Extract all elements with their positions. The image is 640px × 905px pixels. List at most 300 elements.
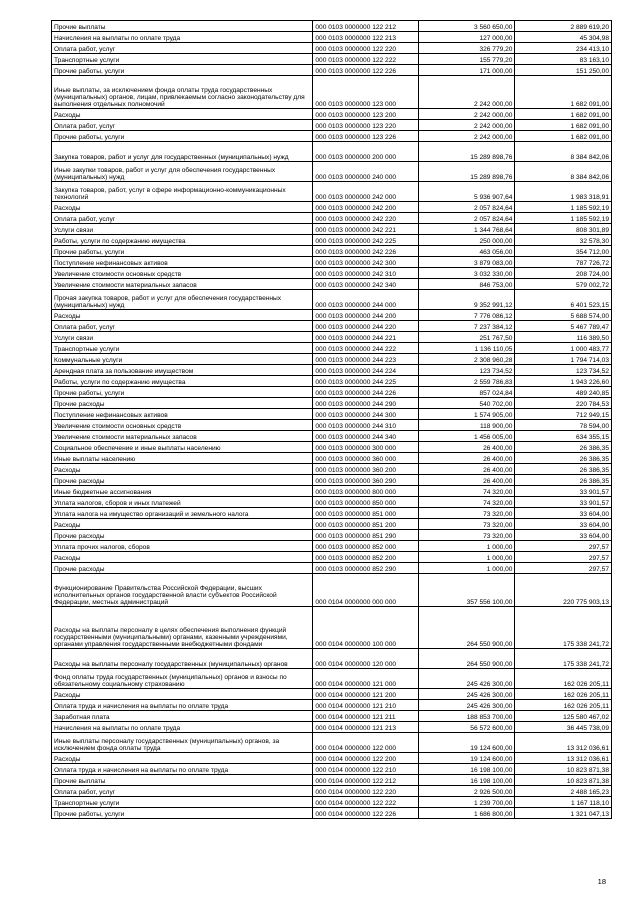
table-row	[52, 574, 612, 607]
row-approved: 127 000,00	[418, 32, 515, 43]
row-name: Фонд оплаты труда государственных (муниципальных) органов и взносы по обязательному социальному страхованию	[52, 669, 313, 689]
row-name: Расходы	[52, 202, 313, 213]
row-approved: 2 242 000,00	[418, 109, 515, 120]
row-approved: 2 242 000,00	[418, 76, 515, 109]
row-name: Коммунальные услуги	[52, 354, 313, 365]
row-executed: 36 445 738,09	[515, 722, 612, 733]
row-code: 000 0104 0000000 122 000	[313, 733, 419, 753]
row-name: Оплата труда и начисления на выплаты по оплате труда	[52, 700, 313, 711]
row-code: 000 0103 0000000 244 340	[313, 431, 419, 442]
row-approved: 7 237 384,12	[418, 321, 515, 332]
row-code: 000 0103 0000000 242 226	[313, 246, 419, 257]
row-code: 000 0103 0000000 244 300	[313, 409, 419, 420]
row-approved: 1 686 800,00	[418, 808, 515, 819]
table-row	[52, 764, 612, 775]
row-executed: 151 250,00	[515, 65, 612, 76]
row-executed: 1 794 714,03	[515, 354, 612, 365]
row-approved: 1 000,00	[418, 563, 515, 574]
table-row	[52, 131, 612, 142]
row-executed: 2 889 619,20	[515, 21, 612, 32]
row-approved: 2 308 960,28	[418, 354, 515, 365]
row-code: 000 0103 0000000 244 223	[313, 354, 419, 365]
row-code: 000 0104 0000000 122 212	[313, 775, 419, 786]
row-name: Социальное обеспечение и иные выплаты населению	[52, 442, 313, 453]
row-name: Закупка товаров, работ и услуг для государственных (муниципальных) нужд	[52, 142, 313, 162]
row-executed: 1 167 118,10	[515, 797, 612, 808]
table-row	[52, 290, 612, 310]
row-executed: 579 002,72	[515, 279, 612, 290]
row-code: 000 0103 0000000 851 200	[313, 519, 419, 530]
row-code: 000 0103 0000000 852 290	[313, 563, 419, 574]
row-approved: 540 702,00	[418, 398, 515, 409]
row-code: 000 0103 0000000 123 200	[313, 109, 419, 120]
row-executed: 33 901,57	[515, 486, 612, 497]
row-approved: 2 057 824,64	[418, 213, 515, 224]
row-name: Начисления на выплаты по оплате труда	[52, 32, 313, 43]
row-approved: 123 734,52	[418, 365, 515, 376]
row-approved: 188 853 700,00	[418, 711, 515, 722]
table-row	[52, 733, 612, 753]
row-name: Расходы на выплаты персоналу в целях обеспечения выполнения функций государственными (муниципальными) органами, казенными учреждениями, органами управления государственными внебюджетными фондами	[52, 607, 313, 649]
row-executed: 162 026 205,11	[515, 669, 612, 689]
table-row	[52, 387, 612, 398]
row-approved: 16 198 100,00	[418, 775, 515, 786]
row-executed: 162 026 205,11	[515, 700, 612, 711]
table-row	[52, 541, 612, 552]
row-approved: 1 000,00	[418, 552, 515, 563]
table-row	[52, 43, 612, 54]
row-name: Оплата работ, услуг	[52, 43, 313, 54]
table-row	[52, 109, 612, 120]
row-executed: 162 026 205,11	[515, 689, 612, 700]
table-row	[52, 202, 612, 213]
row-name: Транспортные услуги	[52, 797, 313, 808]
table-row	[52, 54, 612, 65]
row-approved: 357 556 100,00	[418, 574, 515, 607]
row-code: 000 0103 0000000 244 310	[313, 420, 419, 431]
row-name: Прочие работы, услуги	[52, 808, 313, 819]
row-code: 000 0103 0000000 244 226	[313, 387, 419, 398]
row-name: Расходы	[52, 310, 313, 321]
row-code: 000 0103 0000000 360 200	[313, 464, 419, 475]
row-approved: 251 767,50	[418, 332, 515, 343]
row-code: 000 0103 0000000 360 000	[313, 453, 419, 464]
row-executed: 10 823 871,38	[515, 764, 612, 775]
row-approved: 26 400,00	[418, 453, 515, 464]
row-name: Прочие расходы	[52, 563, 313, 574]
row-code: 000 0104 0000000 121 211	[313, 711, 419, 722]
row-code: 000 0103 0000000 360 290	[313, 475, 419, 486]
row-name: Начисления на выплаты по оплате труда	[52, 722, 313, 733]
table-row	[52, 213, 612, 224]
table-body	[52, 21, 612, 819]
row-executed: 354 712,00	[515, 246, 612, 257]
row-executed: 787 726,72	[515, 257, 612, 268]
row-executed: 1 682 091,00	[515, 76, 612, 109]
row-approved: 26 400,00	[418, 442, 515, 453]
row-code: 000 0104 0000000 121 000	[313, 669, 419, 689]
row-code: 000 0103 0000000 244 221	[313, 332, 419, 343]
row-executed: 234 413,10	[515, 43, 612, 54]
table-row	[52, 310, 612, 321]
table-row	[52, 142, 612, 162]
row-executed: 33 604,00	[515, 508, 612, 519]
row-code: 000 0103 0000000 800 000	[313, 486, 419, 497]
row-name: Оплата работ, услуг	[52, 786, 313, 797]
row-executed: 208 724,00	[515, 268, 612, 279]
row-approved: 857 024,84	[418, 387, 515, 398]
row-executed: 1 682 091,00	[515, 131, 612, 142]
row-executed: 78 594,00	[515, 420, 612, 431]
row-name: Работы, услуги по содержанию имущества	[52, 235, 313, 246]
row-name: Транспортные услуги	[52, 343, 313, 354]
row-executed: 489 240,85	[515, 387, 612, 398]
table-row	[52, 431, 612, 442]
row-name: Увеличение стоимости материальных запасов	[52, 431, 313, 442]
row-executed: 33 604,00	[515, 530, 612, 541]
row-executed: 32 578,30	[515, 235, 612, 246]
row-approved: 264 550 900,00	[418, 649, 515, 669]
row-executed: 5 688 574,00	[515, 310, 612, 321]
row-name: Расходы	[52, 552, 313, 563]
row-executed: 1 943 226,60	[515, 376, 612, 387]
row-code: 000 0103 0000000 123 000	[313, 76, 419, 109]
row-approved: 1 344 768,64	[418, 224, 515, 235]
row-code: 000 0103 0000000 122 222	[313, 54, 419, 65]
row-approved: 245 426 300,00	[418, 669, 515, 689]
row-executed: 26 386,35	[515, 442, 612, 453]
table-row	[52, 711, 612, 722]
row-name: Расходы	[52, 753, 313, 764]
table-row	[52, 497, 612, 508]
table-row	[52, 182, 612, 202]
row-name: Уплата налога на имущество организаций и земельного налога	[52, 508, 313, 519]
row-name: Уплата прочих налогов, сборов	[52, 541, 313, 552]
table-row	[52, 486, 612, 497]
row-approved: 2 559 786,83	[418, 376, 515, 387]
row-name: Прочие выплаты	[52, 21, 313, 32]
row-name: Расходы на выплаты персоналу государственных (муниципальных) органов	[52, 649, 313, 669]
row-approved: 7 776 086,12	[418, 310, 515, 321]
table-row	[52, 607, 612, 649]
row-name: Оплата работ, услуг	[52, 120, 313, 131]
row-approved: 2 242 000,00	[418, 120, 515, 131]
row-approved: 73 320,00	[418, 519, 515, 530]
row-executed: 808 301,89	[515, 224, 612, 235]
table-row	[52, 420, 612, 431]
row-executed: 33 604,00	[515, 519, 612, 530]
row-approved: 26 400,00	[418, 464, 515, 475]
row-code: 000 0103 0000000 850 000	[313, 497, 419, 508]
table-row	[52, 376, 612, 387]
row-code: 000 0103 0000000 852 000	[313, 541, 419, 552]
table-row	[52, 21, 612, 32]
table-row	[52, 398, 612, 409]
row-code: 000 0103 0000000 244 200	[313, 310, 419, 321]
row-approved: 2 242 000,00	[418, 131, 515, 142]
row-code: 000 0103 0000000 122 213	[313, 32, 419, 43]
table-row	[52, 162, 612, 182]
row-executed: 83 163,10	[515, 54, 612, 65]
table-row	[52, 224, 612, 235]
row-approved: 1 000,00	[418, 541, 515, 552]
row-name: Услуги связи	[52, 332, 313, 343]
row-executed: 33 901,57	[515, 497, 612, 508]
row-executed: 220 784,53	[515, 398, 612, 409]
row-approved: 15 289 898,76	[418, 142, 515, 162]
row-code: 000 0104 0000000 122 226	[313, 808, 419, 819]
row-name: Расходы	[52, 689, 313, 700]
row-name: Иные выплаты населению	[52, 453, 313, 464]
row-code: 000 0104 0000000 122 200	[313, 753, 419, 764]
row-name: Прочие работы, услуги	[52, 246, 313, 257]
row-name: Уплата налогов, сборов и иных платежей	[52, 497, 313, 508]
table-row	[52, 235, 612, 246]
row-name: Иные закупки товаров, работ и услуг для обеспечения государственных (муниципальных) нужд	[52, 162, 313, 182]
table-row	[52, 689, 612, 700]
table-row	[52, 797, 612, 808]
row-approved: 118 900,00	[418, 420, 515, 431]
table-row	[52, 442, 612, 453]
row-executed: 175 338 241,72	[515, 607, 612, 649]
table-row	[52, 786, 612, 797]
table-row	[52, 722, 612, 733]
row-approved: 3 032 330,00	[418, 268, 515, 279]
row-code: 000 0103 0000000 123 220	[313, 120, 419, 131]
table-row	[52, 76, 612, 109]
row-executed: 5 467 789,47	[515, 321, 612, 332]
row-code: 000 0103 0000000 123 226	[313, 131, 419, 142]
row-executed: 26 386,35	[515, 475, 612, 486]
table-row	[52, 464, 612, 475]
table-row	[52, 475, 612, 486]
row-name: Поступление нефинансовых активов	[52, 257, 313, 268]
row-code: 000 0104 0000000 122 222	[313, 797, 419, 808]
row-name: Увеличение стоимости основных средств	[52, 420, 313, 431]
row-approved: 155 779,20	[418, 54, 515, 65]
table-row	[52, 343, 612, 354]
budget-execution-table	[51, 20, 612, 819]
table-row	[52, 246, 612, 257]
row-executed: 220 775 903,13	[515, 574, 612, 607]
row-approved: 1 456 005,00	[418, 431, 515, 442]
row-code: 000 0103 0000000 242 340	[313, 279, 419, 290]
table-row	[52, 332, 612, 343]
table-row	[52, 32, 612, 43]
table-row	[52, 268, 612, 279]
row-name: Услуги связи	[52, 224, 313, 235]
row-code: 000 0104 0000000 000 000	[313, 574, 419, 607]
row-name: Прочая закупка товаров, работ и услуг для обеспечения государственных (муниципальных) нужд	[52, 290, 313, 310]
row-code: 000 0104 0000000 122 210	[313, 764, 419, 775]
row-name: Расходы	[52, 464, 313, 475]
row-code: 000 0104 0000000 121 213	[313, 722, 419, 733]
row-executed: 1 000 483,77	[515, 343, 612, 354]
row-name: Прочие работы, услуги	[52, 131, 313, 142]
row-approved: 3 560 650,00	[418, 21, 515, 32]
row-code: 000 0104 0000000 121 210	[313, 700, 419, 711]
row-code: 000 0103 0000000 244 225	[313, 376, 419, 387]
row-code: 000 0103 0000000 851 000	[313, 508, 419, 519]
row-name: Иные бюджетные ассигнования	[52, 486, 313, 497]
row-executed: 116 389,50	[515, 332, 612, 343]
row-name: Прочие работы, услуги	[52, 65, 313, 76]
table-row	[52, 354, 612, 365]
table-row	[52, 65, 612, 76]
row-approved: 19 124 600,00	[418, 733, 515, 753]
row-executed: 13 312 036,61	[515, 753, 612, 764]
row-approved: 74 320,00	[418, 497, 515, 508]
table-row	[52, 508, 612, 519]
row-executed: 8 384 842,06	[515, 162, 612, 182]
row-executed: 6 401 523,15	[515, 290, 612, 310]
row-executed: 8 384 842,06	[515, 142, 612, 162]
row-code: 000 0103 0000000 300 000	[313, 442, 419, 453]
row-code: 000 0103 0000000 242 200	[313, 202, 419, 213]
row-name: Прочие работы, услуги	[52, 387, 313, 398]
row-executed: 26 386,35	[515, 464, 612, 475]
row-name: Функционирование Правительства Российской Федерации, высших исполнительных органов государственной власти субъектов Российской Федерации, местных администраций	[52, 574, 313, 607]
table-row	[52, 669, 612, 689]
table-row	[52, 649, 612, 669]
row-name: Прочие расходы	[52, 475, 313, 486]
row-approved: 846 753,00	[418, 279, 515, 290]
row-code: 000 0103 0000000 200 000	[313, 142, 419, 162]
row-executed: 13 312 036,61	[515, 733, 612, 753]
row-code: 000 0103 0000000 244 224	[313, 365, 419, 376]
row-code: 000 0103 0000000 242 300	[313, 257, 419, 268]
row-name: Арендная плата за пользование имуществом	[52, 365, 313, 376]
row-executed: 634 355,15	[515, 431, 612, 442]
row-approved: 15 289 898,76	[418, 162, 515, 182]
table-row	[52, 365, 612, 376]
row-executed: 297,57	[515, 541, 612, 552]
row-name: Работы, услуги по содержанию имущества	[52, 376, 313, 387]
row-executed: 1 682 091,00	[515, 120, 612, 131]
row-code: 000 0103 0000000 244 220	[313, 321, 419, 332]
row-approved: 3 879 083,00	[418, 257, 515, 268]
row-name: Расходы	[52, 109, 313, 120]
row-executed: 26 386,35	[515, 453, 612, 464]
row-approved: 2 926 500,00	[418, 786, 515, 797]
row-executed: 712 949,15	[515, 409, 612, 420]
row-approved: 1 574 905,00	[418, 409, 515, 420]
row-name: Оплата работ, услуг	[52, 321, 313, 332]
row-approved: 245 426 300,00	[418, 700, 515, 711]
table-row	[52, 279, 612, 290]
table-row	[52, 552, 612, 563]
row-executed: 45 304,98	[515, 32, 612, 43]
row-name: Заработная плата	[52, 711, 313, 722]
row-code: 000 0103 0000000 244 000	[313, 290, 419, 310]
table-row	[52, 775, 612, 786]
row-approved: 73 320,00	[418, 508, 515, 519]
table-row	[52, 808, 612, 819]
row-name: Прочие расходы	[52, 530, 313, 541]
row-executed: 1 321 047,13	[515, 808, 612, 819]
row-name: Прочие выплаты	[52, 775, 313, 786]
row-name: Оплата труда и начисления на выплаты по оплате труда	[52, 764, 313, 775]
table-row	[52, 257, 612, 268]
row-executed: 2 488 165,23	[515, 786, 612, 797]
row-approved: 9 352 991,12	[418, 290, 515, 310]
table-row	[52, 700, 612, 711]
row-approved: 1 239 700,00	[418, 797, 515, 808]
row-name: Расходы	[52, 519, 313, 530]
row-name: Транспортные услуги	[52, 54, 313, 65]
row-name: Прочие расходы	[52, 398, 313, 409]
row-executed: 123 734,52	[515, 365, 612, 376]
row-approved: 326 779,20	[418, 43, 515, 54]
row-code: 000 0104 0000000 122 220	[313, 786, 419, 797]
row-code: 000 0103 0000000 852 200	[313, 552, 419, 563]
row-executed: 1 185 592,19	[515, 202, 612, 213]
row-name: Поступление нефинансовых активов	[52, 409, 313, 420]
row-executed: 1 682 091,00	[515, 109, 612, 120]
table-row	[52, 563, 612, 574]
row-code: 000 0103 0000000 242 220	[313, 213, 419, 224]
row-name: Иные выплаты, за исключением фонда оплаты труда государственных (муниципальных) органов, лицам, привлекаемым согласно законодательству для выполнения отдельных полномочий	[52, 76, 313, 109]
table-row	[52, 409, 612, 420]
row-code: 000 0103 0000000 122 212	[313, 21, 419, 32]
row-approved: 5 936 907,64	[418, 182, 515, 202]
row-code: 000 0104 0000000 100 000	[313, 607, 419, 649]
row-approved: 264 550 900,00	[418, 607, 515, 649]
row-executed: 297,57	[515, 563, 612, 574]
row-code: 000 0103 0000000 122 226	[313, 65, 419, 76]
row-approved: 245 426 300,00	[418, 689, 515, 700]
row-code: 000 0103 0000000 122 220	[313, 43, 419, 54]
row-approved: 19 124 600,00	[418, 753, 515, 764]
row-code: 000 0103 0000000 240 000	[313, 162, 419, 182]
row-name: Увеличение стоимости основных средств	[52, 268, 313, 279]
row-name: Оплата работ, услуг	[52, 213, 313, 224]
row-code: 000 0103 0000000 244 290	[313, 398, 419, 409]
table-row	[52, 120, 612, 131]
row-code: 000 0103 0000000 851 290	[313, 530, 419, 541]
row-code: 000 0103 0000000 242 221	[313, 224, 419, 235]
row-name: Иные выплаты персоналу государственных (муниципальных) органов, за исключением фонда оплаты труда	[52, 733, 313, 753]
row-code: 000 0103 0000000 242 225	[313, 235, 419, 246]
row-approved: 463 056,00	[418, 246, 515, 257]
page-number: 18	[597, 877, 606, 886]
row-approved: 16 198 100,00	[418, 764, 515, 775]
row-approved: 2 057 824,64	[418, 202, 515, 213]
row-executed: 1 185 592,19	[515, 213, 612, 224]
row-code: 000 0103 0000000 244 222	[313, 343, 419, 354]
row-approved: 250 000,00	[418, 235, 515, 246]
row-executed: 1 983 318,91	[515, 182, 612, 202]
row-code: 000 0104 0000000 120 000	[313, 649, 419, 669]
row-approved: 73 320,00	[418, 530, 515, 541]
row-approved: 26 400,00	[418, 475, 515, 486]
row-executed: 175 338 241,72	[515, 649, 612, 669]
table-row	[52, 519, 612, 530]
row-name: Закупка товаров, работ, услуг в сфере информационно-коммуникационных технологий	[52, 182, 313, 202]
row-name: Увеличение стоимости материальных запасов	[52, 279, 313, 290]
table-row	[52, 530, 612, 541]
row-executed: 297,57	[515, 552, 612, 563]
table-row	[52, 753, 612, 764]
row-code: 000 0103 0000000 242 000	[313, 182, 419, 202]
table-row	[52, 453, 612, 464]
row-approved: 74 320,00	[418, 486, 515, 497]
row-executed: 10 823 871,38	[515, 775, 612, 786]
row-approved: 56 572 600,00	[418, 722, 515, 733]
row-approved: 1 136 110,05	[418, 343, 515, 354]
row-approved: 171 000,00	[418, 65, 515, 76]
row-executed: 125 580 467,02	[515, 711, 612, 722]
